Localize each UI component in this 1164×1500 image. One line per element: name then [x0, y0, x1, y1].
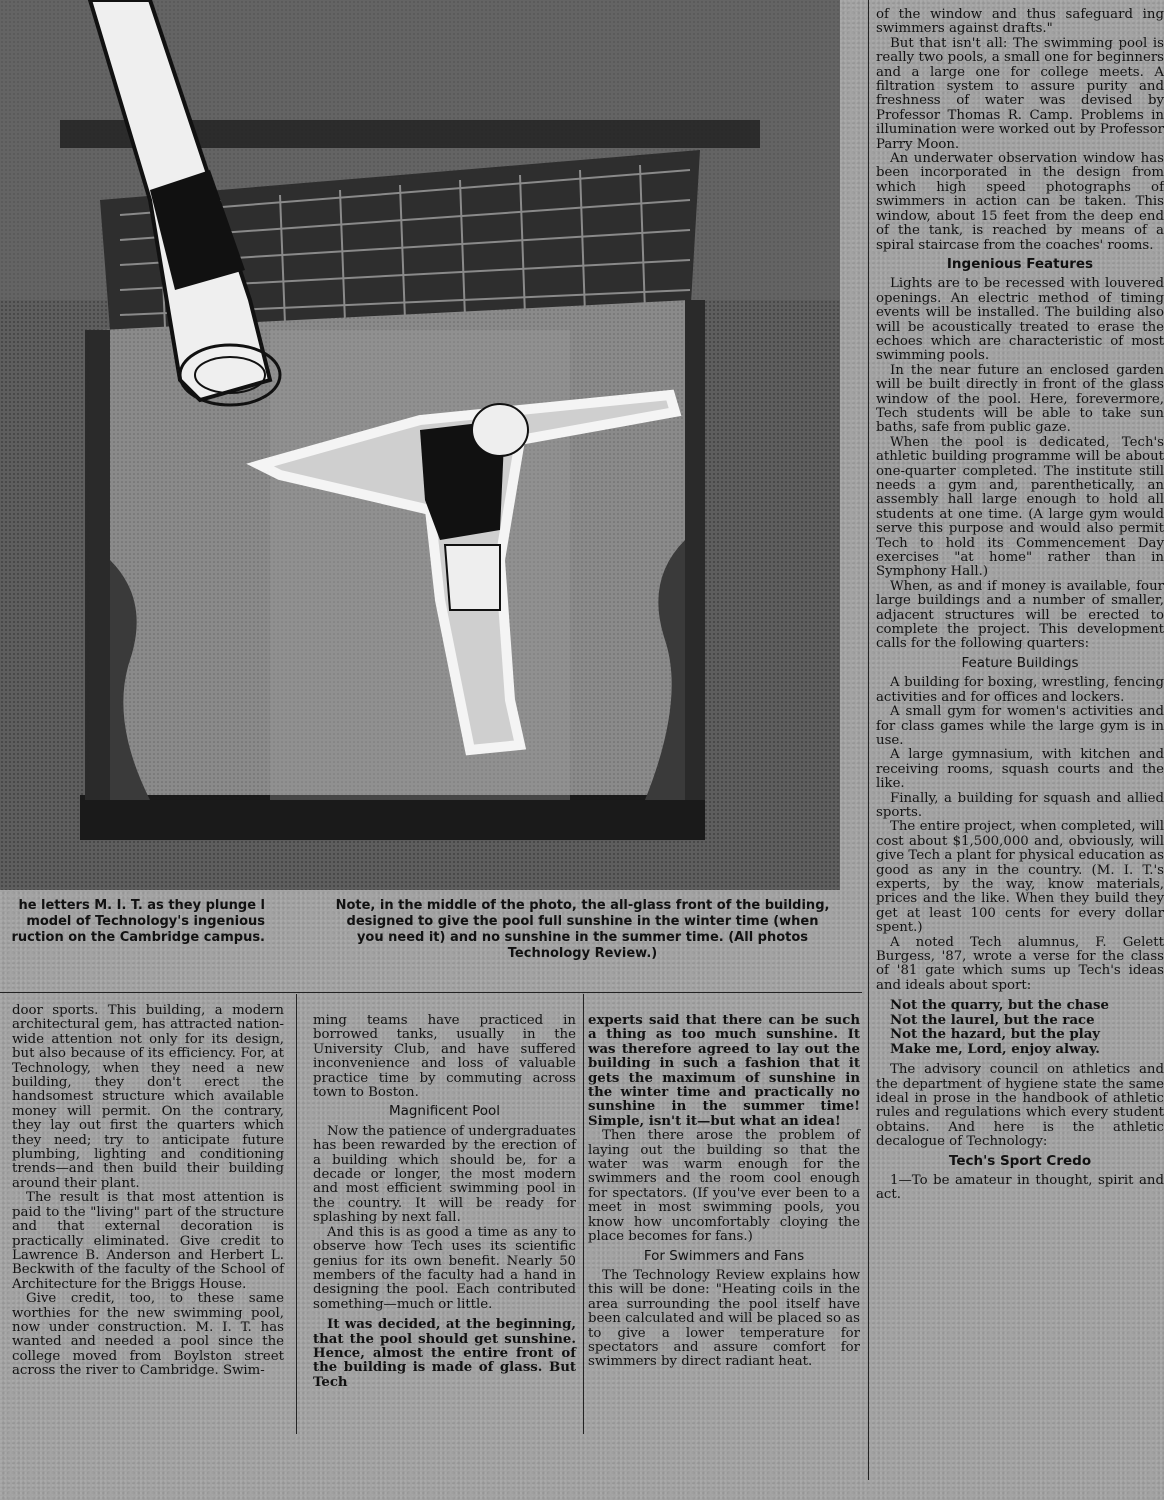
paragraph: Give credit, too, to these same worthies for the new swimming pool, now under construction. M. I. T. has wanted and needed a pool since the college moved from Boylston street across the river to Cambridge. Swim-	[12, 1291, 284, 1379]
paragraph: Lights are to be recessed with louvered openings. An electric method of timing events will be installed. The building also will be acoustically treated to erase the echoes which are characteristic of most swimming pools.	[876, 276, 1164, 364]
pool-model-photo	[0, 0, 840, 890]
photo-caption-left: he letters M. I. T. as they plunge l model of Technology's ingenious ruction on the Cambridge campus.	[11, 898, 265, 945]
verse	[890, 999, 1164, 1057]
article-column-2	[313, 1014, 576, 1390]
paragraph: And this is as good a time as any to observe how Tech uses its scientific genius for its own benefit. Nearly 50 members of the faculty had a hand in designing the pool. Each contributed something—much or little.	[313, 1224, 576, 1312]
paragraph: Then there arose the problem of laying out the building so that the water was warm enough for the swimmers and the room cool enough for spectators. (If you've ever been to a meet in most swimming pools, you know how uncomfortably cloying the place becomes for fans.)	[588, 1128, 860, 1245]
paragraph: experts said that there can be such a thing as too much sunshine. It was therefore agreed to lay out the building in such a fashion that it gets the maximum of sunshine in the winter time and practically no sunshine in the summer time! Simple, isn't it—but what an idea!	[588, 1013, 860, 1129]
paragraph: A large gymnasium, with kitchen and receiving rooms, squash courts and the like.	[876, 747, 1164, 792]
paragraph: An underwater observation window has been incorporated in the design from which high speed photographs of swimmers in action can be taken. This window, about 15 feet from the deep end of the tank, is reached by means of a spiral staircase from the coaches' rooms.	[876, 151, 1164, 253]
subheading: Tech's Sport Credo	[948, 1152, 1092, 1169]
article-column-3	[588, 1014, 860, 1370]
paragraph: A building for boxing, wrestling, fencing activities and for offices and lockers.	[876, 675, 1164, 705]
paragraph: The Technology Review explains how this will be done: "Heating coils in the area surrounding the pool itself have been calculated and will be placed so as to give a lower temperature for spectators and assure comfort for swimmers by direct radiant heat.	[588, 1267, 860, 1370]
paragraph: A small gym for women's activities and for class games while the large gym is in use.	[876, 704, 1164, 748]
subheading: Magnificent Pool	[388, 1103, 501, 1120]
paragraph: But that isn't all: The swimming pool is really two pools, a small one for beginners and a large one for college meets. A filtration system to assure purity and freshness of water was devised by Professor Thomas R. Camp. Problems in illumination were worked out by Professor Parry Moon.	[876, 35, 1164, 152]
photo-caption-right: Note, in the middle of the photo, the all-glass front of the building, designed to give the pool full sunshine in the winter time (when you need it) and no sunshine in the summer time. (All photos Technology Review.)	[335, 898, 830, 961]
paragraph: The result is that most attention is paid to the "living" part of the structure and that external decoration is practically eliminated. Give credit to Lawrence B. Anderson and Herbert L. Beckwith of the faculty of the School of Architecture for the Briggs House.	[12, 1190, 284, 1292]
article-column-right	[876, 8, 1164, 1478]
verse-line: Make me, Lord, enjoy alway.	[890, 1041, 1100, 1057]
column-top-rule	[0, 992, 862, 993]
verse-line: Not the laurel, but the race	[890, 1012, 1095, 1028]
paragraph: The entire project, when completed, will cost about $1,500,000 and, obviously, will give Tech a plant for physical education as good as any in the country. (M. I. T.'s experts, by the way, know materials, prices and the like. When they build they get at least 100 cents for every dollar spent.)	[876, 819, 1164, 936]
paragraph: Now the patience of undergraduates has been rewarded by the erection of a building which should be, for a decade or longer, the most modern and most efficient swimming pool in the country. It will be ready for splashing by next fall.	[313, 1123, 576, 1226]
article-column-1	[12, 1004, 284, 1379]
paragraph: ming teams have practiced in borrowed tanks, usually in the University Club, and have suffered inconvenience and loss of valuable practice time by commuting across town to Boston.	[313, 1013, 576, 1101]
column-rule-1	[296, 994, 297, 1434]
paragraph: When, as and if money is available, four large buildings and a number of smaller, adjacent structures will be erected to complete the project. This development calls for the following quarters:	[876, 578, 1164, 652]
paragraph: A noted Tech alumnus, F. Gelett Burgess, '87, wrote a verse for the class of '81 gate which sums up Tech's ideas and ideals about sport:	[876, 934, 1164, 993]
pool-model-illustration	[0, 0, 840, 890]
column-rule-2	[583, 994, 584, 1434]
paragraph: 1—To be amateur in thought, spirit and act.	[876, 1173, 1164, 1203]
paragraph: door sports. This building, a modern architectural gem, has attracted nation-wide attention not only for its design, but also because of its efficiency. For, at Technology, when they need a new building, they don't erect the handsomest structure which available money will permit. On the contrary, they lay out first the quarters which they need; try to anticipate future plumbing, lighting and conditioning trends—and then build their building around their plant.	[12, 1003, 284, 1191]
subheading: Ingenious Features	[946, 255, 1094, 272]
paragraph: It was decided, at the beginning, that the pool should get sunshine. Hence, almost the entire front of the building is made of glass. But Tech	[313, 1317, 576, 1390]
paragraph: Finally, a building for squash and allied sports.	[876, 790, 1164, 820]
subheading: Feature Buildings	[961, 654, 1079, 671]
verse-line: Not the hazard, but the play	[890, 1027, 1101, 1043]
subheading: For Swimmers and Fans	[643, 1247, 805, 1264]
glass-front-frame	[80, 300, 705, 840]
verse-line: Not the quarry, but the chase	[890, 998, 1109, 1014]
paragraph: In the near future an enclosed garden will be built directly in front of the glass window of the pool. Here, forevermore, Tech students will be able to take sun baths, safe from public gaze.	[876, 362, 1164, 436]
paragraph: When the pool is dedicated, Tech's athletic building programme will be about one-quarter completed. The institute still needs a gym and, parenthetically, an assembly hall large enough to hold all students at one time. (A large gym would serve this purpose and would also permit Tech to hold its Commencement Day exercises "at home" rather than in Symphony Hall.)	[876, 434, 1164, 580]
column-rule-right	[868, 0, 869, 1480]
paragraph: The advisory council on athletics and the department of hygiene state the same ideal in prose in the handbook of athletic rules and regulations which every student obtains. And here is the athletic decalogue of Technology:	[876, 1062, 1164, 1150]
paragraph: of the window and thus safeguard ing swimmers against drafts."	[876, 8, 1164, 37]
